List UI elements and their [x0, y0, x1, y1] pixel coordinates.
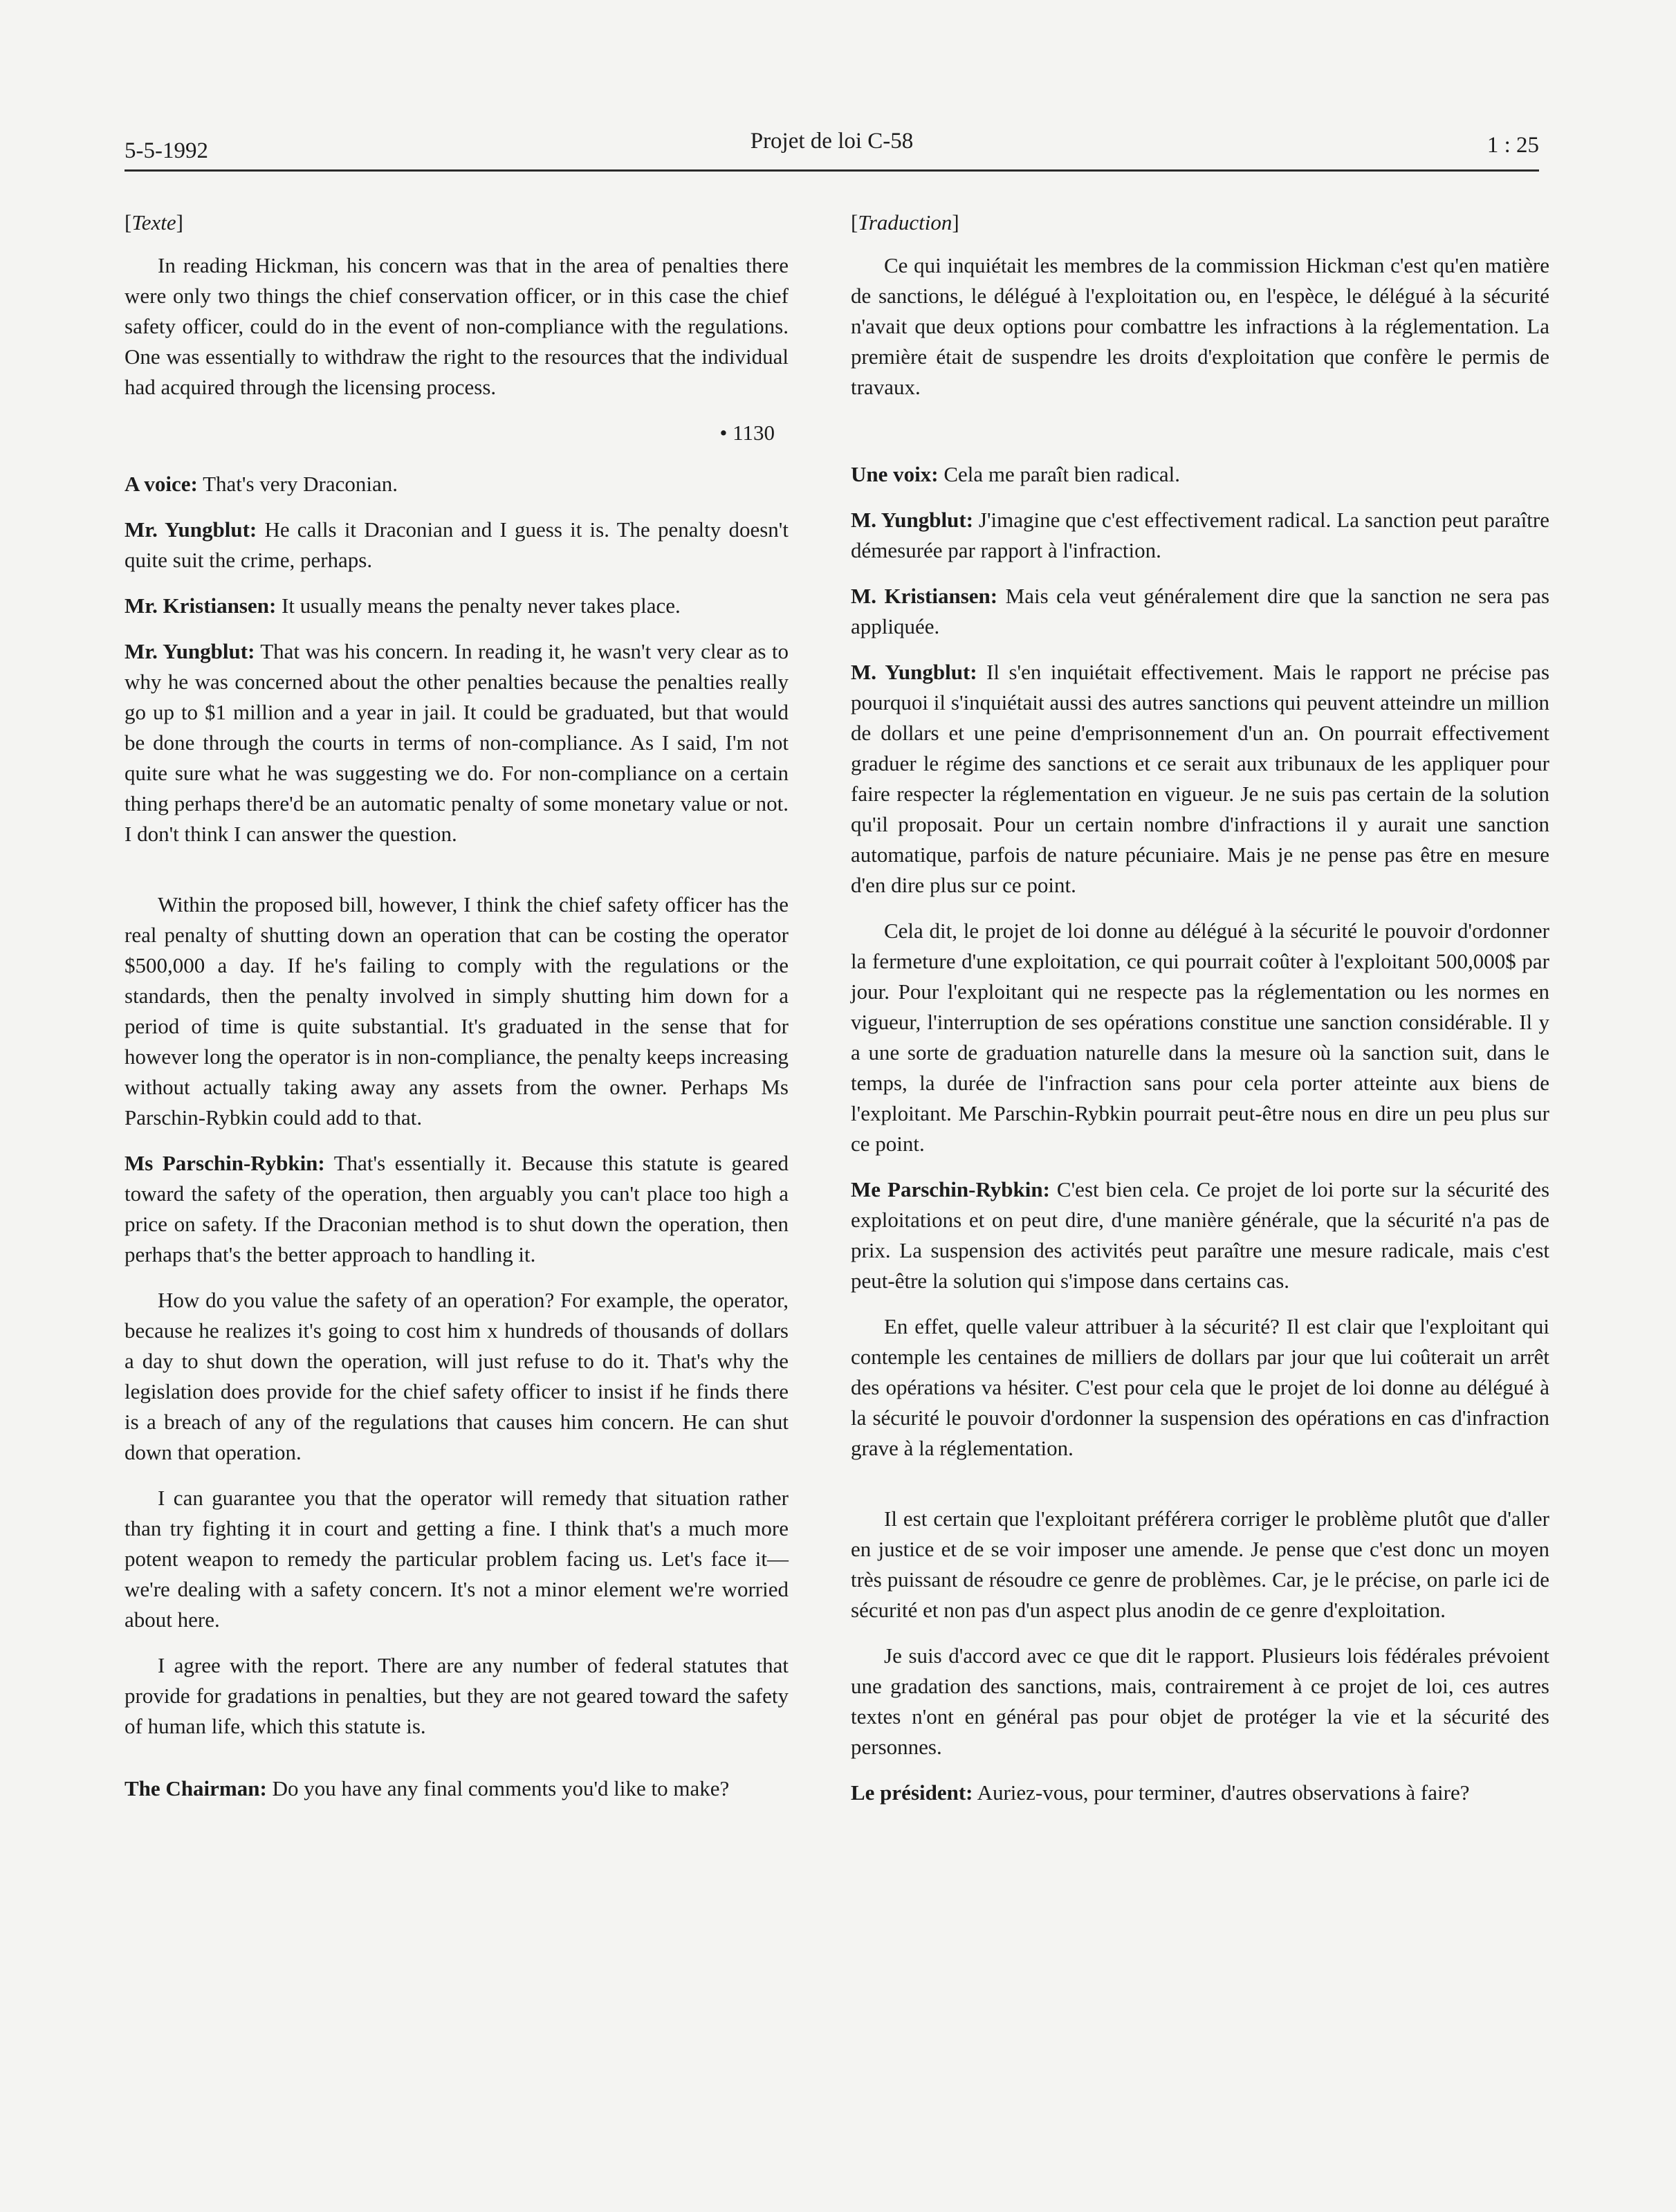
speaker-turn: [125, 636, 789, 849]
paragraph: Cela dit, le projet de loi donne au délégué à la sécurité le pouvoir d'ordonner la fermeture d'une exploitation, ce qui pourrait coûter à l'exploitant 500,000$ par jour. Pour l'exploitant qui ne respecte pas la réglementation ou les normes en vigueur, l'interruption de ses opérations constitue une sanction considérable. Il y a une sorte de graduation naturelle dans la mesure où la sanction suit, dans le temps, la durée de l'infraction sans pour cela porter atteinte aux biens de l'exploitant. Me Parschin-Rybkin pourrait peut-être nous en dire un peu plus sur ce point.: [851, 919, 1549, 1156]
speaker-turn: [851, 1174, 1549, 1296]
column-label-traduction: [Traduction]: [851, 210, 959, 234]
speaker-name: M. Yungblut:: [851, 508, 974, 532]
paragraph: In reading Hickman, his concern was that in the area of penalties there were only two things the chief conservation officer, or in this case the chief safety officer, could do in the event of non-compliance with the regulations. One was essentially to withdraw the right to the resources that the individual had acquired through the licensing process.: [125, 253, 789, 399]
speaker-turn: [851, 459, 1549, 490]
speaker-turn: [125, 515, 789, 575]
speaker-text: That was his concern. In reading it, he wasn't very clear as to why he was concerned about the other penalties because the penalties really go up to $1 million and a year in jail. It could be graduated, but that would be done through the courts in terms of non-compliance. As I said, I'm not quite sure what he was suggesting we do. For non-compliance on a certain thing perhaps there'd be an automatic penalty of some monetary value or not. I don't think I can answer the question.: [125, 639, 789, 846]
speaker-text: J'imagine que c'est effectivement radical. La sanction peut paraître démesurée par rapport à l'infraction.: [851, 508, 1550, 562]
speaker-name: A voice:: [125, 472, 198, 496]
paragraph: Within the proposed bill, however, I think the chief safety officer has the real penalty of shutting down an operation that can be costing the operator $500,000 a day. If he's failing to comply with the regulations or the standards, then the penalty involved in simply shutting him down for a period of time is quite substantial. It's graduated in the sense that for however long the operator is in non-compliance, the penalty keeps increasing without actually taking away any assets from the owner. Perhaps Ms Parschin-Rybkin could add to that.: [125, 892, 789, 1130]
speaker-text: He calls it Draconian and I guess it is. The penalty doesn't quite suit the crime, perhaps.: [125, 517, 789, 572]
speaker-name: Mr. Kristiansen:: [125, 593, 277, 618]
speaker-text: That's essentially it. Because this statute is geared toward the safety of the operation, then arguably you can't place too high a price on safety. If the Draconian method is to shut down the operation, then perhaps that's the better approach to handling it.: [125, 1151, 789, 1266]
speaker-name: Ms Parschin-Rybkin:: [125, 1151, 325, 1175]
paragraph: Ce qui inquiétait les membres de la commission Hickman c'est qu'en matière de sanctions, le délégué à l'exploitation ou, en l'espèce, le délégué à la sécurité n'avait que deux options pour combattre les infractions à la réglementation. La première était de suspendre les droits d'exploitation que confère le permis de travaux.: [851, 253, 1549, 399]
speaker-text: It usually means the penalty never takes place.: [282, 593, 681, 618]
column-label-texte: [Texte]: [125, 210, 183, 234]
speaker-turn: [125, 1148, 789, 1270]
french-column: [851, 208, 1549, 1823]
speaker-text: C'est bien cela. Ce projet de loi porte sur la sécurité des exploitations et on peut dire, d'une manière générale, que la sécurité n'a pas de prix. La suspension des activités peut paraître une mesure radicale, mais c'est peut-être la solution qui s'impose dans certains cas.: [851, 1177, 1550, 1293]
speaker-turn: [851, 657, 1549, 901]
speaker-text: Do you have any final comments you'd like to make?: [272, 1776, 730, 1800]
speaker-turn: [125, 469, 789, 499]
speaker-name: Mr. Yungblut:: [125, 517, 257, 542]
speaker-text: Cela me paraît bien radical.: [943, 462, 1181, 486]
speaker-turn: [125, 591, 789, 621]
time-marker: • 1130: [719, 421, 775, 445]
header-date: 5-5-1992: [125, 138, 208, 163]
paragraph: Il est certain que l'exploitant préférera corriger le problème plutôt que d'aller en justice et de se voir imposer une amende. Je pense que c'est donc un moyen très puissant de résoudre ce genre de problèmes. Car, je le précise, on parle ici de sécurité et non pas d'un aspect plus anodin de ce genre d'exploitation.: [851, 1506, 1549, 1622]
paragraph: I agree with the report. There are any number of federal statutes that provide for gradations in penalties, but they are not geared toward the safety of human life, which this statute is.: [125, 1653, 789, 1738]
speaker-name: Le président:: [851, 1780, 973, 1805]
paragraph: En effet, quelle valeur attribuer à la sécurité? Il est clair que l'exploitant qui contemple les centaines de milliers de dollars par jour que lui coûterait un arrêt des opérations va hésiter. C'est pour cela que le projet de loi donne au délégué à la sécurité le pouvoir d'ordonner la suspension des opérations en cas d'infraction grave à la réglementation.: [851, 1314, 1549, 1460]
header-title: Projet de loi C-58: [750, 129, 914, 154]
speaker-text: Il s'en inquiétait effectivement. Mais le rapport ne précise pas pourquoi il s'inquiétait aussi des autres sanctions qui peuvent atteindre un million de dollars et une peine d'emprisonnement d'un an. On pourrait effectivement graduer le régime des sanctions et ce serait aux tribunaux de les appliquer pour faire respecter la réglementation en vigueur. Je ne suis pas certain de la solution qu'il proposait. Pour un certain nombre d'infractions il y aurait une sanction automatique, parfois de nature pécuniaire. Mais je ne pense pas être en mesure d'en dire plus sur ce point.: [851, 660, 1550, 897]
speaker-name: Une voix:: [851, 462, 939, 486]
speaker-text: That's very Draconian.: [203, 472, 398, 496]
speaker-name: Me Parschin-Rybkin:: [851, 1177, 1050, 1201]
paragraph: How do you value the safety of an operation? For example, the operator, because he realizes it's going to cost him x hundreds of thousands of dollars a day to shut down the operation, will just refuse to do it. That's why the legislation does provide for the chief safety officer to insist if he finds there is a breach of any of the regulations that causes him concern. He can shut down that operation.: [125, 1288, 789, 1464]
speaker-name: The Chairman:: [125, 1776, 267, 1800]
english-column: [125, 208, 789, 1819]
speaker-turn: [851, 505, 1549, 566]
header-page-number: 1 : 25: [1486, 133, 1539, 158]
speaker-turn: [851, 581, 1549, 642]
speaker-text: Auriez-vous, pour terminer, d'autres observations à faire?: [977, 1780, 1470, 1805]
page-header: [125, 121, 1539, 172]
speaker-turn: [851, 1778, 1549, 1808]
speaker-name: Mr. Yungblut:: [125, 639, 255, 663]
speaker-turn: [125, 1773, 789, 1804]
speaker-name: M. Kristiansen:: [851, 584, 998, 608]
speaker-text: Mais cela veut généralement dire que la sanction ne sera pas appliquée.: [851, 584, 1550, 638]
paragraph: I can guarantee you that the operator will remedy that situation rather than try fighting it in court and getting a fine. I think that's a much more potent weapon to remedy the particular problem facing us. Let's face it—we're dealing with a safety concern. It's not a minor element we're worried about here.: [125, 1486, 789, 1632]
paragraph: Je suis d'accord avec ce que dit le rapport. Plusieurs lois fédérales prévoient une gradation des sanctions, mais, contrairement à ce projet de loi, ces autres textes n'ont en général pas pour objet de protéger la vie et la sécurité des personnes.: [851, 1643, 1549, 1759]
speaker-name: M. Yungblut:: [851, 660, 977, 684]
